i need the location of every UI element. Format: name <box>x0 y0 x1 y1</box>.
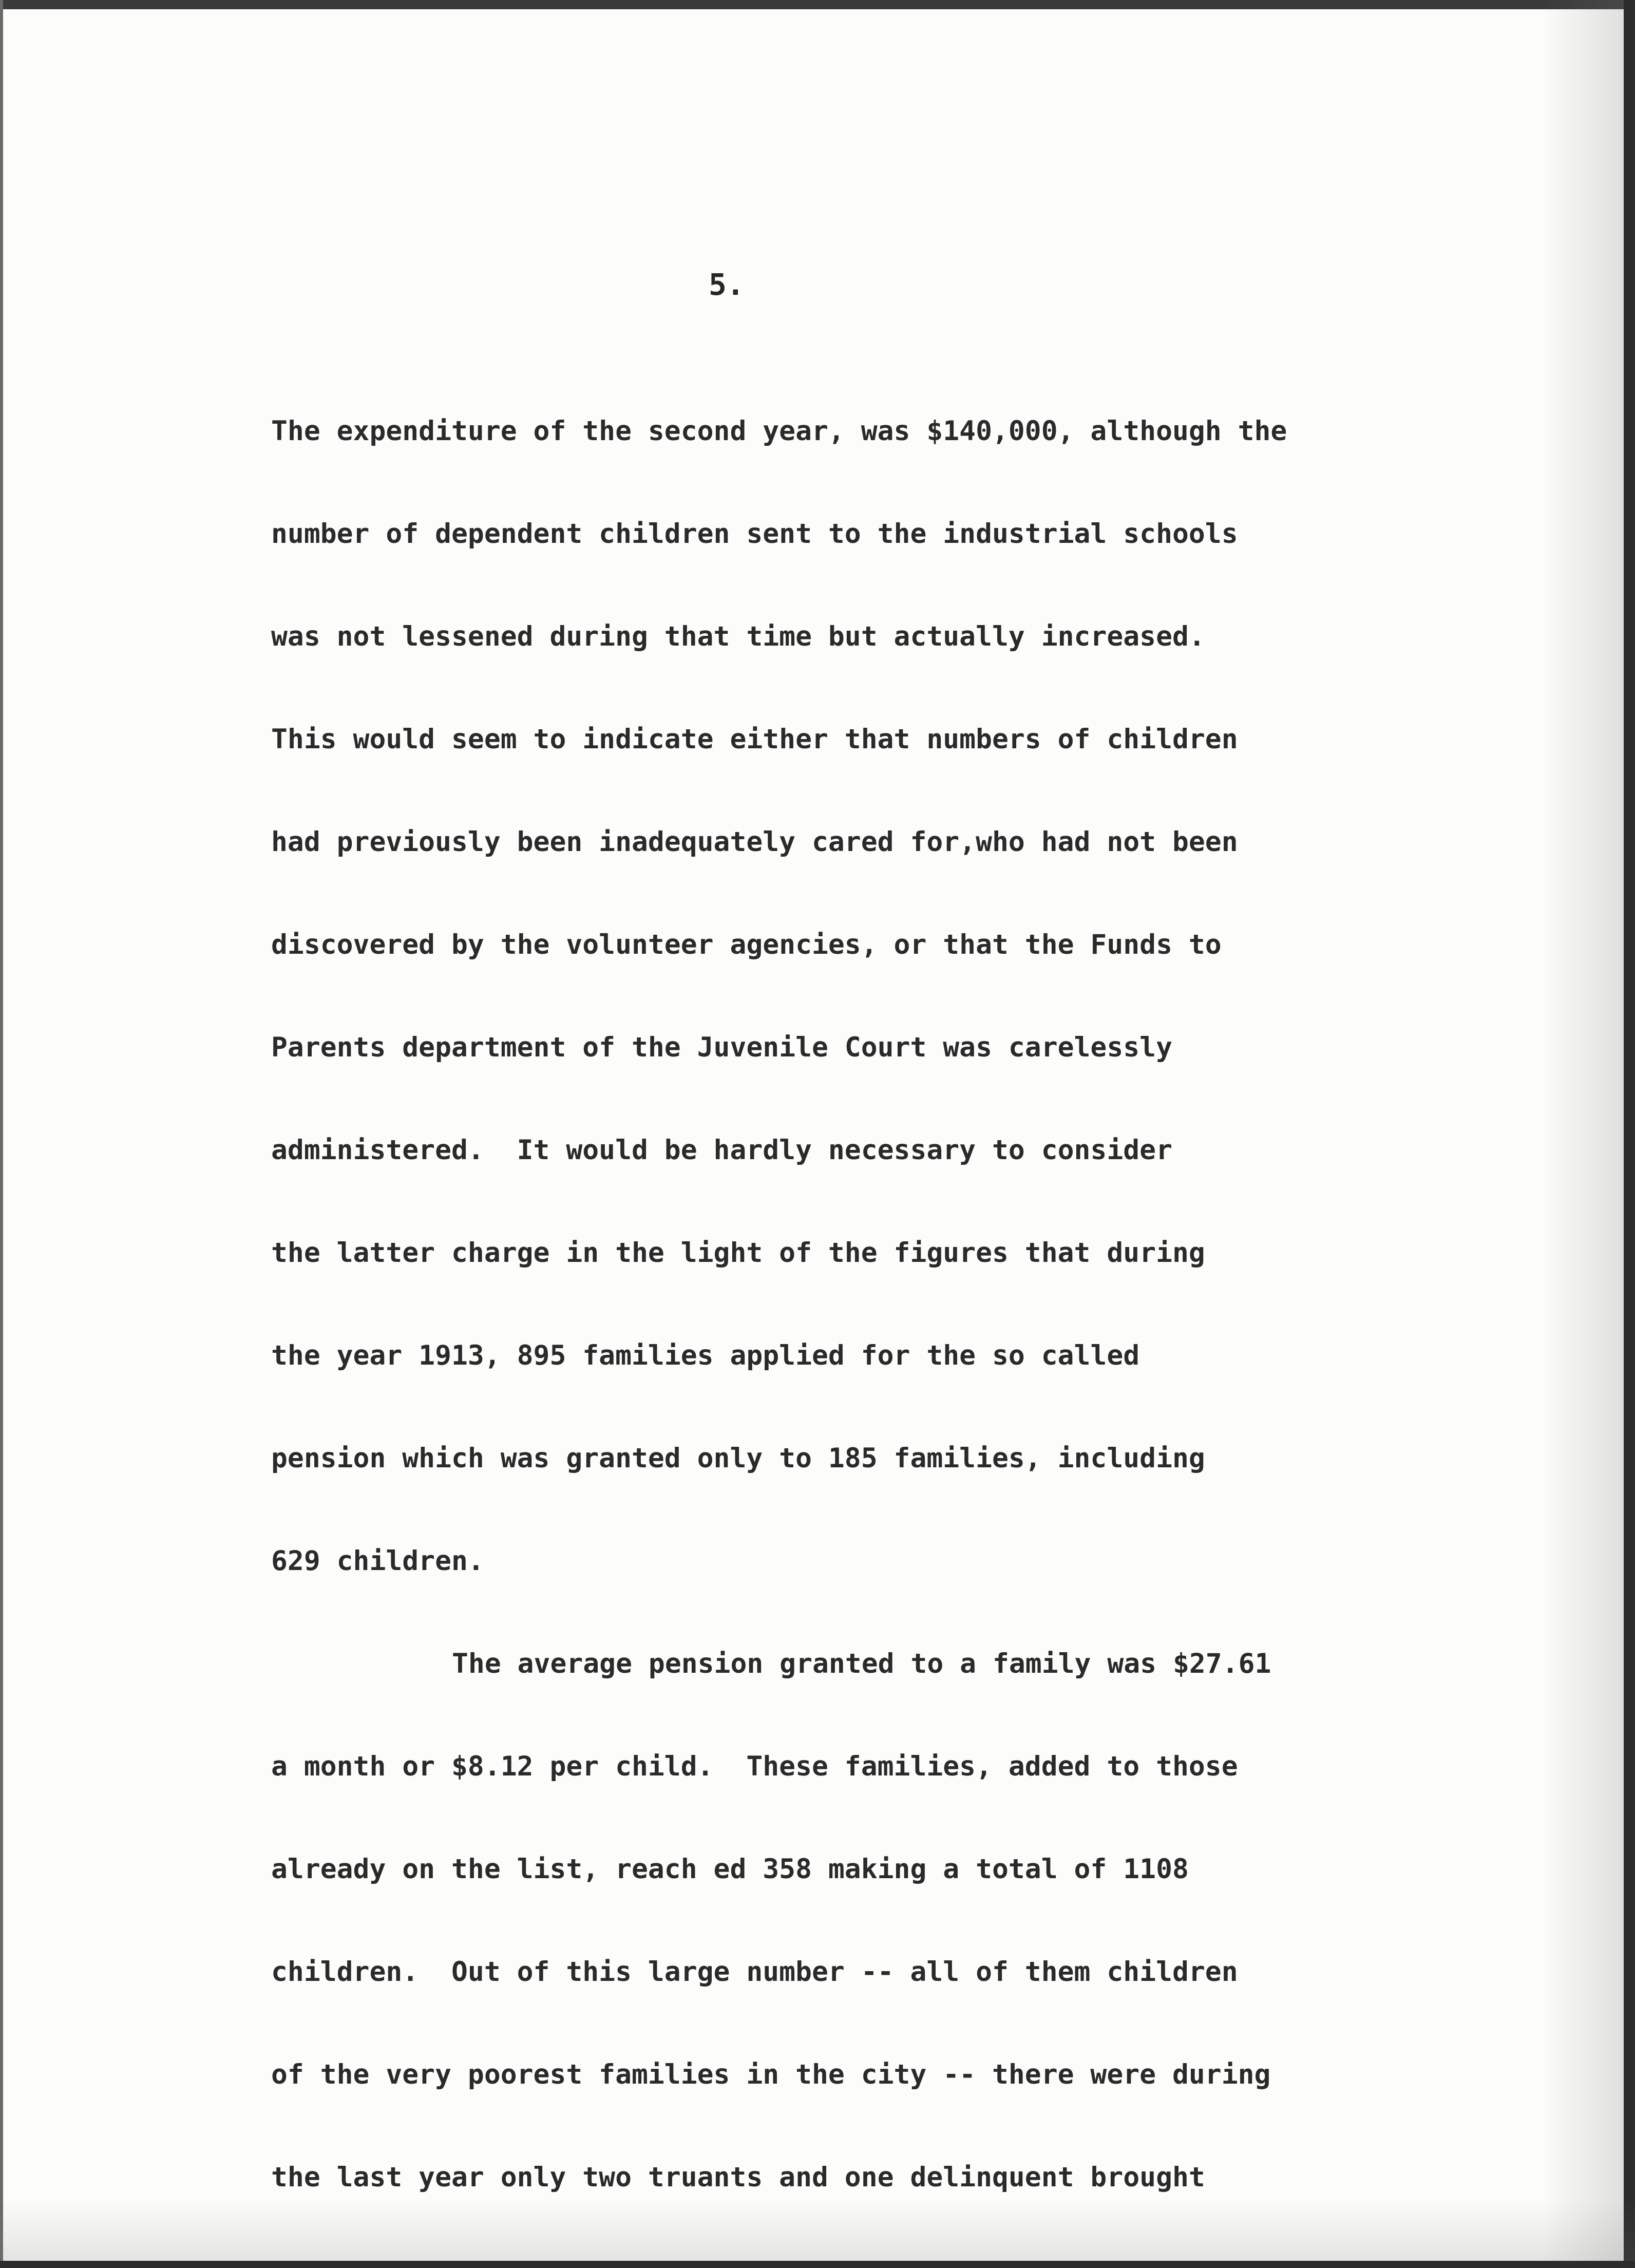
text-line: pension which was granted only to 185 families, including <box>271 1443 1205 1474</box>
scan-edge-bottom <box>0 2261 1635 2268</box>
text-line: of the very poorest families in the city -- there were during <box>271 2059 1271 2090</box>
text-line: already on the list, reach ed 358 making a total of 1108 <box>271 1854 1189 1885</box>
text-line: Parents department of the Juvenile Court was carelessly <box>271 1032 1172 1063</box>
text-line: The expenditure of the second year, was $140,000, although the <box>271 415 1287 447</box>
typed-body-text <box>271 406 1524 2255</box>
text-line: a month or $8.12 per child. These families, added to those <box>271 1751 1238 1782</box>
text-line: had previously been inadequately cared for,who had not been <box>271 826 1238 858</box>
text-line: children. Out of this large number -- all of them children <box>271 1956 1238 1988</box>
text-line: administered. It would be hardly necessary to consider <box>271 1135 1172 1166</box>
text-line: the latter charge in the light of the figures that during <box>271 1237 1205 1269</box>
scan-edge-top <box>0 0 1635 9</box>
text-line: number of dependent children sent to the industrial schools <box>271 518 1238 550</box>
text-line: was not lessened during that time but actually increased. <box>271 621 1205 652</box>
page-number: 5. <box>709 267 745 302</box>
text-line: the last year only two truants and one delinquent brought <box>271 2162 1205 2193</box>
text-line: discovered by the volunteer agencies, or that the Funds to <box>271 929 1222 960</box>
text-line: This would seem to indicate either that numbers of children <box>271 724 1238 755</box>
text-line: the year 1913, 895 families applied for the so called <box>271 1340 1140 1371</box>
scan-noise-right <box>1542 0 1624 2261</box>
scan-edge-right <box>1624 0 1635 2268</box>
text-line: 629 children. <box>271 1545 484 1577</box>
text-line-indented: The average pension granted to a family was $27.61 <box>452 1648 1271 1679</box>
scan-edge-left <box>0 0 3 2268</box>
